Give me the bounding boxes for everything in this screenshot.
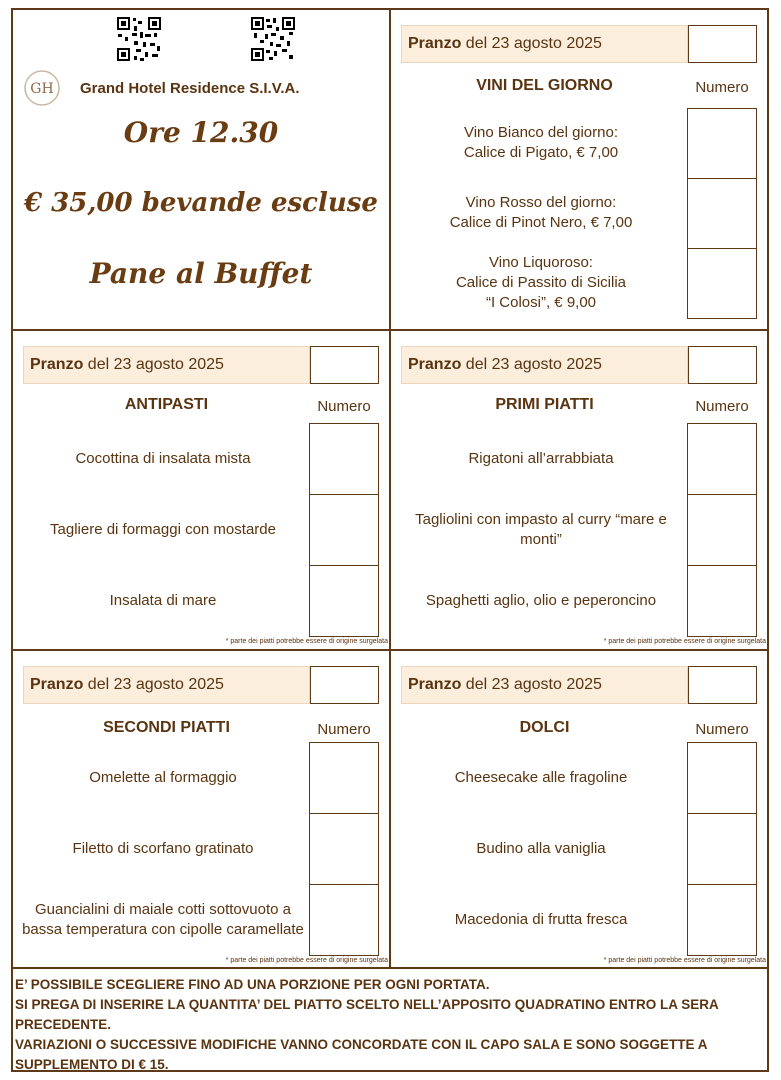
section-title: SECONDI PIATTI [103, 719, 230, 736]
menu-item: Guancialini di maiale cotti sottovuoto a bassa temperatura con cipolle caramellate [22, 900, 304, 938]
menu-item: Budino alla vaniglia [476, 839, 606, 857]
quantity-box[interactable] [687, 494, 757, 566]
numero-label: Numero [695, 398, 749, 415]
lunch-price: € 35,00 bevande escluse [24, 188, 378, 218]
date-label-bold: Pranzo [30, 356, 84, 373]
divider-row-1 [11, 329, 769, 331]
date-label-bold: Pranzo [408, 35, 462, 52]
header-cell [13, 10, 389, 328]
date-label-bold: Pranzo [408, 676, 462, 693]
date-quantity-box[interactable] [688, 25, 757, 63]
frozen-note: * parte dei piatti potrebbe essere di origine surgelata [225, 957, 388, 964]
quantity-box[interactable] [309, 884, 379, 956]
section-title: PRIMI PIATTI [495, 396, 594, 413]
quantity-box[interactable] [309, 423, 379, 495]
quantity-box[interactable] [687, 108, 757, 179]
menu-item: Rigatoni all’arrabbiata [468, 449, 614, 467]
section-title: DOLCI [519, 719, 570, 736]
numero-label: Numero [317, 721, 371, 738]
quantity-box[interactable] [687, 178, 757, 249]
footer-notice [15, 975, 765, 1075]
menu-item: Insalata di mare [109, 591, 217, 609]
qr-code-icon[interactable] [116, 16, 162, 62]
date-quantity-box[interactable] [688, 346, 757, 384]
bread-note: Pane al Buffet [89, 257, 313, 290]
footer-line-1: E’ POSSIBILE SCEGLIERE FINO AD UNA PORZIONE PER OGNI PORTATA. [15, 977, 490, 992]
date-label-bold: Pranzo [30, 676, 84, 693]
date-label-text: del 23 agosto 2025 [461, 35, 602, 52]
menu-item: Omelette al formaggio [89, 768, 237, 786]
quantity-box[interactable] [309, 742, 379, 814]
footer-line-3: VARIAZIONI O SUCCESSIVE MODIFICHE VANNO CONCORDATE CON IL CAPO SALA E SONO SOGGETTE A SUPPLEMENTO DI € 15. [15, 1037, 708, 1072]
menu-item: Tagliere di formaggi con mostarde [50, 520, 276, 538]
menu-item: Cheesecake alle fragoline [454, 768, 628, 786]
date-quantity-box[interactable] [688, 666, 757, 704]
section-title: ANTIPASTI [124, 396, 209, 413]
menu-item: Vino Rosso del giorno: Calice di Pinot Nero, € 7,00 [449, 194, 633, 231]
date-quantity-box[interactable] [310, 346, 379, 384]
menu-item: Vino Bianco del giorno: Calice di Pigato, € 7,00 [463, 124, 619, 161]
date-bar [401, 666, 688, 704]
numero-label: Numero [695, 721, 749, 738]
quantity-box[interactable] [687, 884, 757, 956]
frozen-note: * parte dei piatti potrebbe essere di origine surgelata [603, 957, 766, 964]
divider-vertical [389, 8, 391, 968]
menu-item: Cocottina di insalata mista [75, 449, 251, 467]
quantity-box[interactable] [687, 742, 757, 814]
footer-line-2: SI PREGA DI INSERIRE LA QUANTITA’ DEL PIATTO SCELTO NELL’APPOSITO QUADRATINO ENTRO LA SERA PRECEDENTE. [15, 997, 719, 1032]
date-bar [23, 666, 310, 704]
qr-code-icon[interactable] [250, 16, 296, 62]
quantity-box[interactable] [687, 248, 757, 319]
logo-letters: GH [30, 81, 54, 97]
frozen-note: * parte dei piatti potrebbe essere di origine surgelata [603, 638, 766, 645]
menu-item: Tagliolini con impasto al curry “mare e monti” [415, 510, 667, 548]
date-bar [401, 346, 688, 384]
frozen-note: * parte dei piatti potrebbe essere di origine surgelata [225, 638, 388, 645]
date-bar [23, 346, 310, 384]
date-label-text: del 23 agosto 2025 [83, 676, 224, 693]
hotel-logo [23, 69, 61, 107]
hotel-name: Grand Hotel Residence S.I.V.A. [80, 80, 300, 97]
divider-footer [11, 967, 769, 969]
date-label-text: del 23 agosto 2025 [83, 356, 224, 373]
date-quantity-box[interactable] [310, 666, 379, 704]
menu-item: Filetto di scorfano gratinato [72, 839, 254, 857]
quantity-box[interactable] [687, 565, 757, 637]
date-label-text: del 23 agosto 2025 [461, 356, 602, 373]
quantity-box[interactable] [309, 494, 379, 566]
divider-row-2 [11, 649, 769, 651]
quantity-box[interactable] [687, 813, 757, 885]
date-label-text: del 23 agosto 2025 [461, 676, 602, 693]
quantity-box[interactable] [687, 423, 757, 495]
numero-label: Numero [695, 79, 749, 96]
menu-item: Spaghetti aglio, olio e peperoncino [425, 591, 657, 609]
date-label-bold: Pranzo [408, 356, 462, 373]
quantity-box[interactable] [309, 813, 379, 885]
section-title: VINI DEL GIORNO [476, 77, 613, 94]
menu-item: Vino Liquoroso: Calice di Passito di Sicilia “I Colosi”, € 9,00 [455, 254, 627, 311]
lunch-time: Ore 12.30 [123, 116, 279, 149]
quantity-box[interactable] [309, 565, 379, 637]
menu-item: Macedonia di frutta fresca [454, 910, 628, 928]
numero-label: Numero [317, 398, 371, 415]
date-bar [401, 25, 688, 63]
